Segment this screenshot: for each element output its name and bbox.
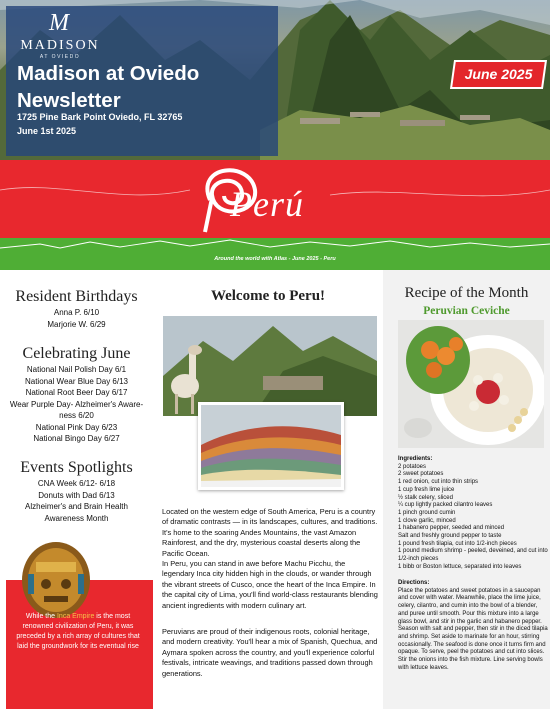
welcome-paragraph-3: Peruvians are proud of their indigenous roots, colonial heritage, and modern creativity. You'll hear a mix of Spanish, Quechua, and Aymara spoken across the country, and you'll experience colorful festivals, intricate weavings, and traditions passed down through generations. (162, 627, 378, 678)
list-item: Marjorie W. 6/29 (47, 319, 106, 329)
birthdays-list (0, 307, 153, 330)
peru-wordmark: Perú (230, 184, 304, 224)
ingredient-item: 1 cup fresh lime juice (398, 486, 455, 493)
events-list (0, 478, 153, 524)
ingredient-item: 1 pound medium shrimp - peeled, deveined, and cut into 1/2-inch pieces (398, 548, 548, 563)
list-item: Alzheimer's and Brain Health (25, 502, 128, 511)
green-banner (0, 238, 550, 270)
newsletter-title: Madison at Oviedo Newsletter (17, 62, 200, 112)
inca-gold-mask-icon (6, 540, 153, 620)
celebrating-title: Celebrating June (22, 345, 131, 362)
directions-section (398, 580, 548, 672)
ingredient-item: 1 clove garlic, minced (398, 517, 456, 524)
ingredient-item: 1 pinch ground cumin (398, 509, 456, 516)
ceviche-dish-image (398, 320, 544, 448)
tagline: Around the world with Atlas - June 2025 - Peru (214, 256, 336, 262)
ingredients-section (398, 456, 548, 572)
list-item: Donuts with Dad 6/13 (38, 490, 115, 500)
ingredient-item: 2 potatoes (398, 463, 427, 470)
ingredient-item: 1 pound fresh tilapia, cut into 1/2-inch pieces (398, 540, 517, 547)
birthdays-title: Resident Birthdays (15, 288, 138, 305)
list-item: CNA Week 6/12- 6/18 (37, 479, 116, 488)
logo-monogram: M (49, 10, 69, 36)
photo-rainbow-mountain (198, 402, 344, 490)
month-badge (450, 60, 547, 89)
logo-subtitle: AT OVIEDO (39, 54, 81, 60)
list-item: National Wear Blue Day 6/13 (24, 376, 129, 386)
list-item: ness 6/20 (59, 411, 94, 420)
list-item: Anna P. 6/10 (53, 308, 100, 317)
celebrating-list (0, 364, 153, 445)
mountain-outline-icon (0, 238, 550, 270)
ingredient-item: 1 bibb or Boston lettuce, separated into leaves (398, 563, 522, 570)
ingredient-item: 1 red onion, cut into thin strips (398, 479, 479, 486)
photo-llama-machu-picchu (163, 316, 377, 416)
month-badge-label: June 2025 (464, 66, 533, 82)
welcome-paragraph-2: In Peru, you can stand in awe before Machu Picchu, the legendary Inca city hidden high in the clouds, or wander through the vibrant streets of Cusco, once the heart of the Inca Empire. In the capital city of Lima, you'll find world-class restaurants blending ancient ingredients with modern culinary art. (162, 559, 378, 610)
list-item: Wear Purple Day- Alzheimer's Aware- (9, 399, 144, 409)
events-title: Events Spotlights (20, 459, 133, 476)
caption-highlight: Inca Empire (56, 613, 95, 620)
ingredient-item: ¼ cup lightly packed cilantro leaves (398, 502, 493, 509)
rainbow-mountain-image (201, 405, 341, 487)
directions-heading: Directions: (398, 580, 430, 586)
caption-text-end: is the most renowned civilization of Peru, it was preceded by a rich array of cultures that laid the groundwork for its eventual rise (16, 613, 140, 650)
welcome-title: Welcome to Peru! (210, 288, 326, 304)
ingredient-item: 2 sweet potatoes (398, 471, 444, 478)
list-item: National Nail Polish Day 6/1 (26, 365, 127, 374)
ingredient-item: ½ stalk celery, sliced (398, 494, 453, 501)
list-item: National Bingo Day 6/27 (33, 434, 120, 443)
ceviche-photo (398, 320, 544, 448)
ingredient-item: Salt and freshly ground pepper to taste (398, 533, 502, 540)
ingredients-heading: Ingredients: (398, 456, 433, 462)
list-item: Awareness Month (44, 513, 109, 523)
ingredient-item: 1 habanero pepper, seeded and minced (398, 525, 505, 532)
inca-caption (12, 612, 144, 652)
welcome-paragraph-1: Located on the western edge of South America, Peru is a country of dramatic contrasts — in its landscapes, cultures, and traditions. It's home to the soaring Andes Mountains, the vast Amazon Rainforest, and the dry, mysterious coastal deserts along the Pacific Ocean. (162, 507, 378, 558)
directions-text: Place the potatoes and sweet potatoes in a saucepan and cover with water. Meanwhile, place the lime juice, celery, cilantro, and cumin into the bowl of a blender, and puree until smooth. Pour this mixture into a large glass bowl, and stir in the garlic and habanero pepper. Season with salt and pepper, then stir in the diced tilapia and shrimp. Set aside to marinate for an hour, stirring occasionally. The seafood is done once it turns firm and opaque. To serve, peel the potatoes and cut into slices. Stir the onions into the fish mixture. Line serving bowls with lettuce leaves. (398, 587, 548, 671)
caption-text-start: While the (25, 613, 57, 620)
list-item: National Root Beer Day 6/17 (25, 388, 128, 397)
llama-landscape-image (163, 316, 377, 416)
recipe-subtitle: Peruvian Ceviche (423, 305, 510, 317)
list-item: National Pink Day 6/23 (35, 422, 118, 432)
recipe-title: Recipe of the Month (404, 285, 529, 301)
logo-wordmark: MADISON (20, 38, 100, 53)
newsletter-date: June 1st 2025 (17, 126, 77, 136)
newsletter-address: 1725 Pine Bark Point Oviedo, FL 32765 (17, 112, 183, 122)
